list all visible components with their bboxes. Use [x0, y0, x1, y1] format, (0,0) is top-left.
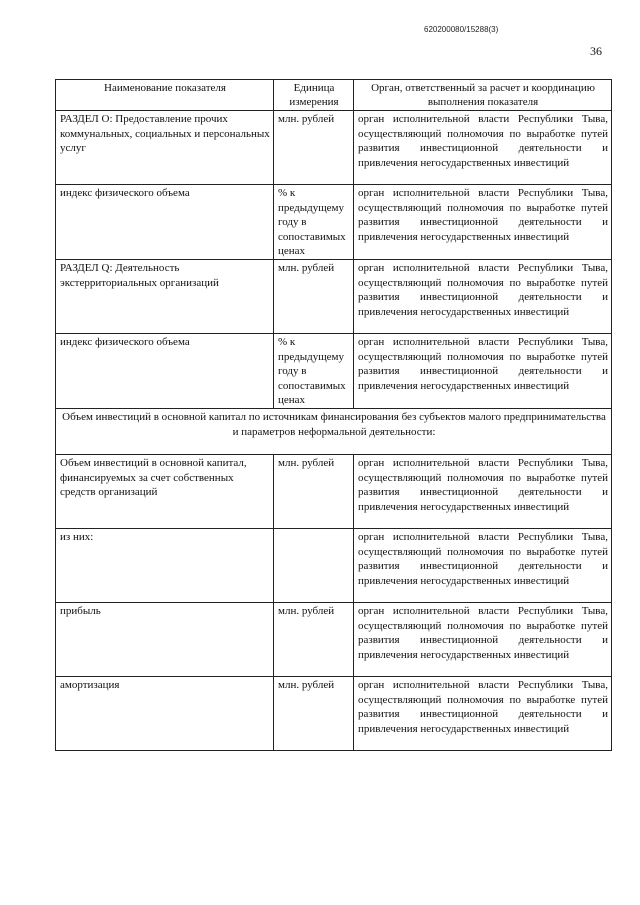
table-row — [56, 259, 612, 333]
indicator-unit: млн. рублей — [274, 111, 354, 185]
indicator-unit — [274, 528, 354, 602]
indicator-name: из них: — [56, 528, 274, 602]
responsible-organ: орган исполнительной власти Республики Тыва, осуществляющий полномочия по выработке путей развития инвестиционной деятельности и привлечения негосударственных инвестиций — [354, 454, 612, 528]
indicator-name: Объем инвестиций в основной капитал, финансируемых за счет собственных средств организаций — [56, 454, 274, 528]
table-row — [56, 185, 612, 260]
indicator-unit: % к предыдущему году в сопоставимых ценах — [274, 185, 354, 260]
table-row — [56, 111, 612, 185]
indicator-name: индекс физического объема — [56, 185, 274, 260]
indicator-unit: млн. рублей — [274, 454, 354, 528]
indicator-unit: млн. рублей — [274, 602, 354, 676]
header-organ: Орган, ответственный за расчет и координацию выполнения показателя — [354, 80, 612, 111]
responsible-organ: орган исполнительной власти Республики Тыва, осуществляющий полномочия по выработке путей развития инвестиционной деятельности и привлечения негосударственных инвестиций — [354, 111, 612, 185]
section-heading-row — [56, 408, 612, 454]
page-number: 36 — [590, 44, 602, 58]
responsible-organ: орган исполнительной власти Республики Тыва, осуществляющий полномочия по выработке путей развития инвестиционной деятельности и привлечения негосударственных инвестиций — [354, 602, 612, 676]
indicator-unit: % к предыдущему году в сопоставимых ценах — [274, 333, 354, 408]
indicator-name: РАЗДЕЛ Q: Деятельность экстерриториальных организаций — [56, 259, 274, 333]
indicator-name: прибыль — [56, 602, 274, 676]
indicator-unit: млн. рублей — [274, 259, 354, 333]
header-unit: Единица измерения — [274, 80, 354, 111]
table-row — [56, 676, 612, 750]
indicators-table — [55, 79, 612, 751]
responsible-organ: орган исполнительной власти Республики Тыва, осуществляющий полномочия по выработке путей развития инвестиционной деятельности и привлечения негосударственных инвестиций — [354, 259, 612, 333]
header-name: Наименование показателя — [56, 80, 274, 111]
responsible-organ: орган исполнительной власти Республики Тыва, осуществляющий полномочия по выработке путей развития инвестиционной деятельности и привлечения негосударственных инвестиций — [354, 333, 612, 408]
indicator-name: амортизация — [56, 676, 274, 750]
table-row — [56, 333, 612, 408]
responsible-organ: орган исполнительной власти Республики Тыва, осуществляющий полномочия по выработке путей развития инвестиционной деятельности и привлечения негосударственных инвестиций — [354, 528, 612, 602]
indicator-name: РАЗДЕЛ О: Предоставление прочих коммунальных, социальных и персональных услуг — [56, 111, 274, 185]
table-header-row — [56, 80, 612, 111]
table-row — [56, 454, 612, 528]
indicator-unit: млн. рублей — [274, 676, 354, 750]
table-row — [56, 528, 612, 602]
section-heading: Объем инвестиций в основной капитал по источникам финансирования без субъектов малого предпринимательства и параметров неформальной деятельности: — [56, 408, 612, 454]
indicator-name: индекс физического объема — [56, 333, 274, 408]
table-row — [56, 602, 612, 676]
responsible-organ: орган исполнительной власти Республики Тыва, осуществляющий полномочия по выработке путей развития инвестиционной деятельности и привлечения негосударственных инвестиций — [354, 676, 612, 750]
document-code: 620200080/15288(3) — [424, 25, 499, 34]
responsible-organ: орган исполнительной власти Республики Тыва, осуществляющий полномочия по выработке путей развития инвестиционной деятельности и привлечения негосударственных инвестиций — [354, 185, 612, 260]
